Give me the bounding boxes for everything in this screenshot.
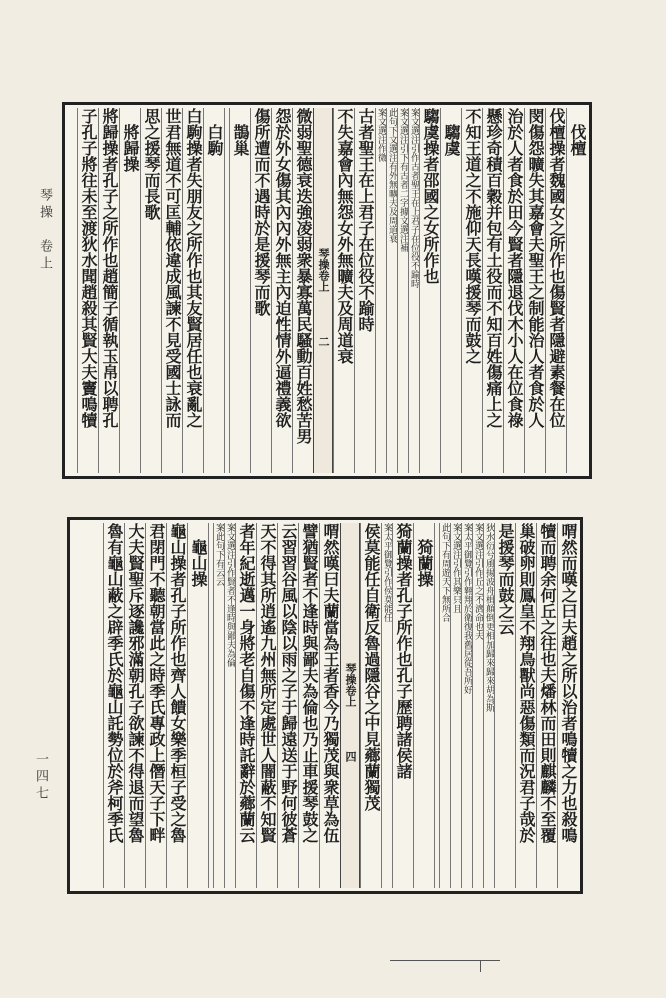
text-column: 侯莫能任自衛反魯過隱谷之中見薌蘭獨茂 xyxy=(360,523,381,888)
section-title: 騶虞 xyxy=(440,108,461,473)
text-column: 君閉門不聽朝當此之時季氏專政上僭天子下畔 xyxy=(145,523,166,888)
annotation-column: 狄水衍兮風揚波舟楫顛倒更相加歸來歸來胡為斯 xyxy=(483,523,494,888)
annotation-column: 此句下有周遊天下無所合 xyxy=(439,523,450,888)
scan-mark xyxy=(390,960,500,961)
page-number: 一四七 xyxy=(33,752,48,803)
text-column: 不知王道之不施仰天長嘆援琴而鼓之 xyxy=(461,108,482,473)
text-column: 猗蘭操者孔子所作也孔子歷聘諸侯諸 xyxy=(392,523,413,888)
text-column: 大夫賢聖斥逐讒邪滿朝孔子欲諫不得退而望魯 xyxy=(124,523,145,888)
text-column: 將歸操者孔子之所作也趙簡子循執玉帛以聘孔 xyxy=(98,108,119,473)
text-column: 閔傷怨曠失其嘉會夫聖王之制能治人者食於人 xyxy=(524,108,545,473)
annotation-column: 此句下文選注有外無曠夫及周道衰 xyxy=(386,108,397,473)
text-column: 怨於外女傷其內內外無主內迫性情外逼禮義欲 xyxy=(271,108,292,473)
text-column: 魯有龜山蔽之辟季氏於龜山託勢位於斧柯季氏 xyxy=(103,523,124,888)
text-column: 治於人者食於田今賢者隱退伐木小人在位食祿 xyxy=(503,108,524,473)
annotation-column: 案文選注引作賢者不逢時與鄙夫為倫 xyxy=(224,523,235,888)
text-column: 世君無道不可匡輔依違成風諫不見受國士詠而 xyxy=(161,108,182,473)
annotation-column: 案文選注引下有古者二字據文選注補 xyxy=(397,108,408,473)
text-column: 古者聖王在上君子在位役不踰時 xyxy=(354,108,375,473)
text-column: 譬猶賢者不逢時與鄙夫為倫也乃止車援琴鼓之 xyxy=(298,523,319,888)
text-column: 云習習谷風以陰以雨之子于歸遠送于野何彼蒼 xyxy=(277,523,298,888)
text-column: 是援琴而鼓之云 xyxy=(494,523,515,888)
text-column: 傷所遭而不遇時於是援琴而歌 xyxy=(250,108,271,473)
section-title: 龜山操 xyxy=(187,523,208,888)
annotation-column: 案文選注作微 xyxy=(375,108,386,473)
annotation-column: 案太平御覽引作翱翔於衛復我舊居從吾所好 xyxy=(461,523,472,888)
text-column: 微弱聖德衰迭強凌弱衆暴寡萬民騷動百姓愁苦男 xyxy=(292,108,313,473)
annotation-column: 案此句下有云云 xyxy=(213,523,224,888)
bottom-text-block xyxy=(67,517,583,894)
annotation-column: 案文選注引作古者聖王在上君子在位役不踰時 xyxy=(408,108,419,473)
section-title: 將歸操 xyxy=(119,108,140,473)
text-column: 不失嘉會內無怨女外無曠夫及周道衰 xyxy=(333,108,354,473)
text-column: 白駒操者失朋友之所作也其友賢居任也衰亂之 xyxy=(182,108,203,473)
section-title: 猗蘭操 xyxy=(413,523,434,888)
section-title: 伐檀 xyxy=(566,108,587,473)
text-column: 巢破卵則鳳皇不翔鳥獸尚惡傷類而況君子哉於 xyxy=(515,523,536,888)
text-column: 者年紀逝邁一身將老自傷不逢時託辭於薌蘭云 xyxy=(235,523,256,888)
section-title: 鵲巢 xyxy=(229,108,250,473)
text-column: 喟然而嘆之曰夫趙之所以治者鳴犢之力也殺鳴 xyxy=(557,523,578,888)
text-column: 天不得其所逍遙九州無所定處世人闇蔽不知賢 xyxy=(256,523,277,888)
text-column: 子孔子將往未至渡狄水聞趙殺其賢大夫竇鳴犢 xyxy=(77,108,98,473)
text-column: 騶虞操者邵國之女所作也 xyxy=(419,108,440,473)
book-title-margin: 琴操 卷上 xyxy=(37,188,52,273)
annotation-column: 案文選注引作其樂只且 xyxy=(450,523,461,888)
center-fold-label: 琴操卷上 四 xyxy=(340,523,360,888)
annotation-column: 案文選注引作丘之不濟命也夫 xyxy=(472,523,483,888)
center-fold-label: 琴操卷上 二 xyxy=(313,108,333,473)
text-column: 思之援琴而長歌 xyxy=(140,108,161,473)
top-text-block xyxy=(62,102,592,479)
text-column: 喟然嘆曰夫蘭當為王者香今乃獨茂與衆草為伍 xyxy=(319,523,340,888)
section-title: 白駒 xyxy=(203,108,224,473)
annotation-column: 案太平御覽引作侯莫能任 xyxy=(381,523,392,888)
text-column: 懸珍奇積百穀并包有土役而不知百姓傷痛上之 xyxy=(482,108,503,473)
text-column: 伐檀操者魏國女之所作也傷賢者隱避素餐在位 xyxy=(545,108,566,473)
text-column: 龜山操者孔子所作也齊人饋女樂季桓子受之魯 xyxy=(166,523,187,888)
text-column: 犢而聘余何丘之往也夫燔林而田則麒麟不至覆 xyxy=(536,523,557,888)
